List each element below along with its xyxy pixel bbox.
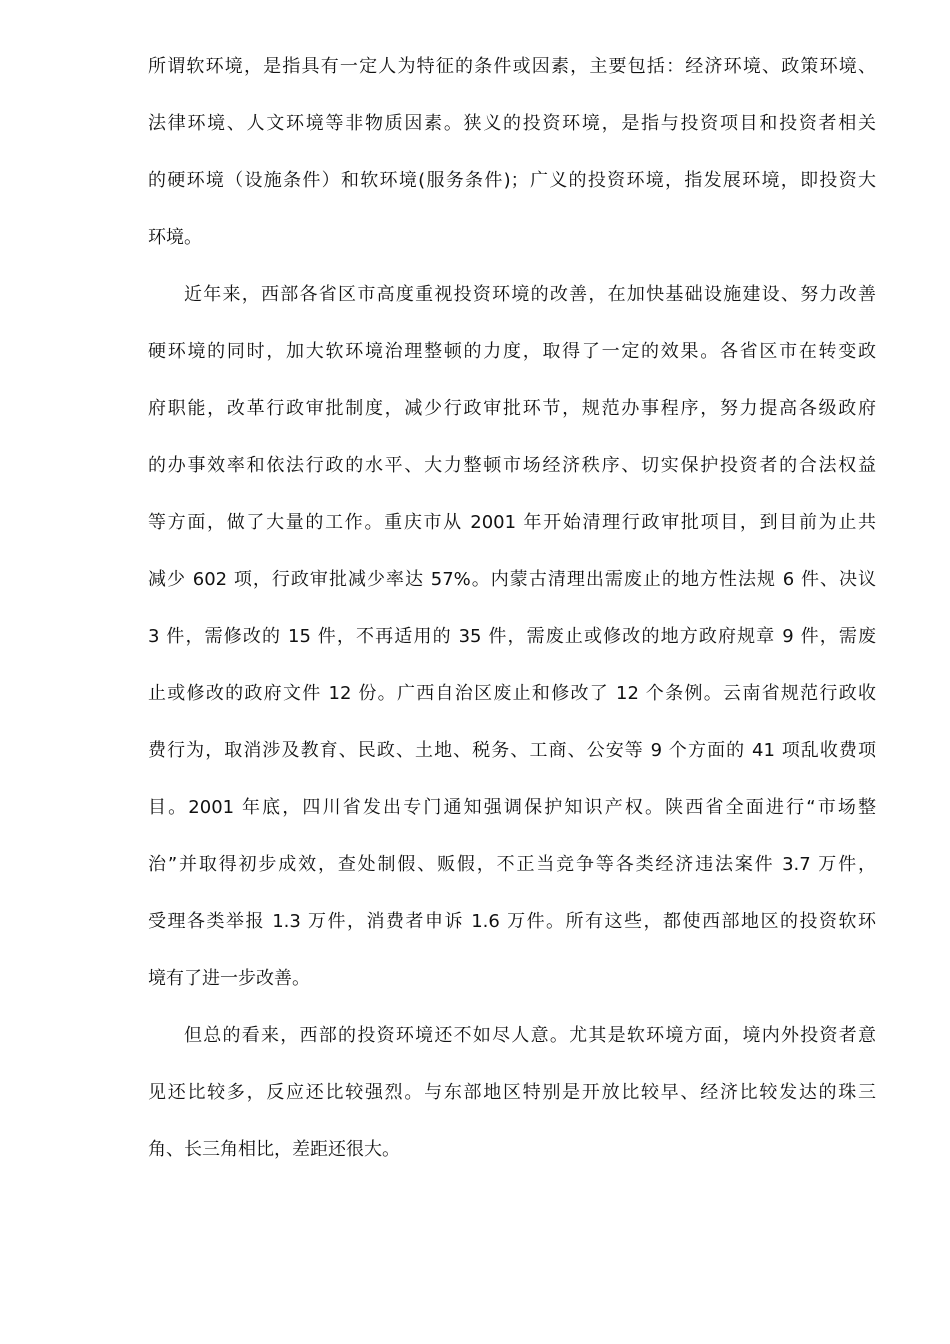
text-line: 止或修改的政府文件 12 份。广西自治区废止和修改了 12 个条例。云南省规范行政收 xyxy=(148,683,876,704)
paragraph-soft-environment-definition xyxy=(148,38,876,266)
text-line: 硬环境的同时，加大软环境治理整顿的力度，取得了一定的效果。各省区市在转变政 xyxy=(148,341,876,362)
text-line: 角、长三角相比，差距还很大。 xyxy=(148,1139,400,1160)
text-line: 所谓软环境，是指具有一定人为特征的条件或因素，主要包括：经济环境、政策环境、 xyxy=(148,56,876,77)
text-line: 近年来，西部各省区市高度重视投资环境的改善，在加快基础设施建设、努力改善 xyxy=(184,284,876,305)
text-line: 3 件，需修改的 15 件，不再适用的 35 件，需废止或修改的地方政府规章 9 件，需废 xyxy=(148,626,876,647)
text-line: 治”并取得初步成效，查处制假、贩假，不正当竞争等各类经济违法案件 3.7 万件， xyxy=(148,854,876,875)
paragraph-remaining-gap xyxy=(148,1007,876,1178)
text-line: 法律环境、人文环境等非物质因素。狭义的投资环境，是指与投资项目和投资者相关 xyxy=(148,113,876,134)
text-line: 等方面，做了大量的工作。重庆市从 2001 年开始清理行政审批项目，到目前为止共 xyxy=(148,512,876,533)
text-line: 的办事效率和依法行政的水平、大力整顿市场经济秩序、切实保护投资者的合法权益 xyxy=(148,455,876,476)
text-line: 但总的看来，西部的投资环境还不如尽人意。尤其是软环境方面，境内外投资者意 xyxy=(184,1025,876,1046)
text-line: 府职能，改革行政审批制度，减少行政审批环节，规范办事程序，努力提高各级政府 xyxy=(148,398,876,419)
text-line: 环境。 xyxy=(148,227,202,248)
document-body xyxy=(148,38,876,1178)
text-line: 境有了进一步改善。 xyxy=(148,968,310,989)
text-line: 减少 602 项，行政审批减少率达 57%。内蒙古清理出需废止的地方性法规 6 件、决议 xyxy=(148,569,876,590)
text-line: 费行为，取消涉及教育、民政、土地、税务、工商、公安等 9 个方面的 41 项乱收费项 xyxy=(148,740,876,761)
text-line: 见还比较多，反应还比较强烈。与东部地区特别是开放比较早、经济比较发达的珠三 xyxy=(148,1082,876,1103)
text-line: 的硬环境（设施条件）和软环境(服务条件)；广义的投资环境，指发展环境，即投资大 xyxy=(148,170,876,191)
text-line: 受理各类举报 1.3 万件，消费者申诉 1.6 万件。所有这些，都使西部地区的投资软环 xyxy=(148,911,876,932)
text-line: 目。2001 年底，四川省发出专门通知强调保护知识产权。陕西省全面进行“市场整 xyxy=(148,797,876,818)
paragraph-western-improvements xyxy=(148,266,876,1007)
